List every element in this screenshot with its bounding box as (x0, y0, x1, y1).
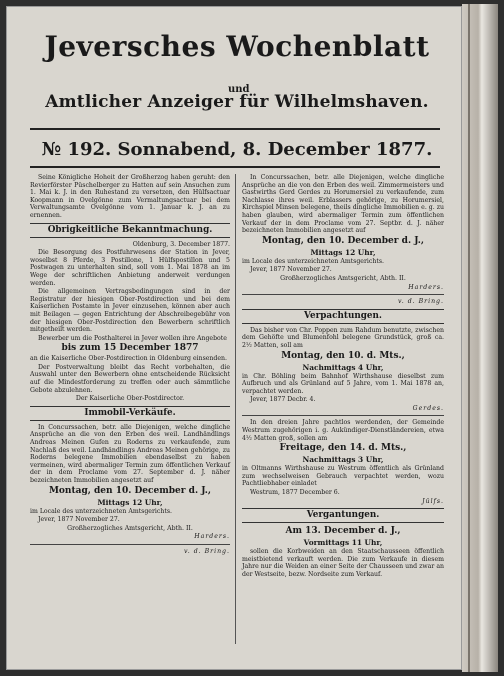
separator (242, 294, 444, 295)
termin-time: Nachmittags 3 Uhr, (302, 455, 384, 465)
paragraph: In den dreien Jahre pachtlos werdenden, der Gemeinde Westrum zugehörigen i. g. Aukündiger-Dienstländereien, etwa 4½ Matten groß, sollen am (242, 419, 444, 442)
dateline: Jever, 1877 Decbr. 4. (250, 396, 316, 404)
location: im Locale des unterzeichneten Amtsgerichts. (242, 257, 384, 265)
separator (30, 544, 230, 545)
masthead-rule (30, 128, 440, 130)
paragraph: In Concurssachen, betr. alle Diejenigen, welche dingliche Ansprüche an die von den Erben des weil. Zimmermeisters und Gastwirths Gerd Gerdes zu Horumersiel zu verkaufende, zum Nachlasse ihres weil. Erblassers gehörige, zu Horumersiel, Kirchspiel Minsen belegene, theils dingliche Immobilien e. g. zu haben glauben, wird abermaliger Termin zum öffentlichen Verkauf der in dem Proclame vom 27. Septbr. d. J. näher bezeichneten Immobilien angesetzt auf (242, 174, 444, 235)
signature: Harders. (408, 283, 444, 291)
dateline: Jever, 1877 November 27. (250, 266, 332, 274)
heading-verpachtungen: Verpachtungen. (242, 309, 444, 324)
court-name: Großherzogliches Amtsgericht, Abth. II. (67, 524, 193, 532)
notice-appointment: Seine Königliche Hoheit der Großherzog haben geruht: den Revierförster Püschelberger zu Hatten auf sein Ansuchen zum 1. Mai k. J. in den Ruhestand zu versetzen, den Hülfsactuar Koopmann in Ovelgönne zum Vermaltungsactuar bei dem Verwaltungsamte Ovelgönne vom 1. Januar k. J. an zu ernennen. (30, 174, 230, 219)
court-name: Großherzogliches Amtsgericht, Abth. II. (280, 274, 406, 282)
paragraph: Der Postverwaltung bleibt das Recht vorbehalten, die Auswahl unter den Bewerbern ohne entscheidende Rücksicht auf die Mindestforderung zu treffen oder auch sämmtliche Gebote abzulehnen. (30, 363, 230, 394)
paragraph: In Concurssachen, betr. alle Diejenigen, welche dingliche Ansprüche an die von den Erben des weil. Landhändlings Andreas Meinen Gufen zu Roderns zu verkaufende, zum Nachlaß des weil. Landhändlings Andreas Meinen gehörige, zu Roderns belegene Immobilien ebendaselbst zu haben vermeinen, wird abermaliger Termin zum öffentlichen Verkauf der in dem Proclame vom 27. September d. J. näher bezeichneten Immobilien angesetzt auf (30, 423, 230, 484)
masthead-subtitle: Amtlicher Anzeiger für Wilhelmshaven. (45, 92, 429, 112)
heading-immobil: Immobil-Verkäufe. (30, 406, 230, 421)
signature: Jülfs. (422, 497, 444, 505)
dateline: Westrum, 1877 December 6. (250, 489, 340, 497)
masthead-title: Jeversches Wochenblatt (44, 30, 430, 63)
paragraph: an die Kaiserliche Ober-Postdirection in Oldenburg einsenden. (30, 355, 227, 363)
termin-date: Freitage, den 14. d. Mts., (279, 443, 407, 454)
termin-time: Mittags 12 Uhr, (310, 247, 376, 257)
signature: Der Kaiserliche Ober-Postdirector. (75, 395, 185, 403)
paragraph: in Oltmanns Wirthshause zu Westrum öffentlich als Grünland zum wechselweisen Gebrauch verpachtet werden, wozu Pachtliebhaber einladet (242, 465, 444, 488)
termin-time: Nachmittags 4 Uhr, (302, 362, 384, 372)
paragraph: in Chr. Böhling beim Bahnhof Wirthshause dieselbst zum Aufbruch und als Grünland auf 5 Jahre, vom 1. Mai 1878 an, verpachtet werden. (242, 372, 444, 395)
termin-time: Vormittags 11 Uhr, (303, 538, 383, 548)
signature: v. d. Bring. (398, 298, 444, 306)
termin-date: Montag, den 10. December d. J., (261, 235, 425, 246)
termin-date: Am 13. December d. J., (285, 526, 401, 537)
dateline: Oldenburg, 3. December 1877. (132, 240, 230, 248)
signature: Gerdes. (412, 404, 444, 412)
masthead-und: und (228, 84, 250, 95)
heading-obrigkeitliche: Obrigkeitliche Bekanntmachung. (30, 223, 230, 238)
location: im Locale des unterzeichneten Amtsgerichts. (30, 507, 172, 515)
signature: Harders. (194, 533, 230, 541)
paragraph: Das bisher von Chr. Poppen zum Rahdum benutzte, zwischen dem Gehöfte und Blumenfohl belegene Grundstück, groß ca. 2½ Matten, soll am (242, 326, 444, 349)
dateline: Jever, 1877 November 27. (38, 516, 120, 524)
paragraph: sollen die Korbweiden an den Staatschausseen öffentlich meistbietend verkauft werden. Die zum Verkaufe in diesem Jahre nur die Weiden an einer Seite der Chausseen und zwar an der Westseite, bezw. Nordseite zum Verkauf. (242, 548, 444, 578)
issue-line: № 192. Sonnabend, 8. December 1877. (41, 139, 433, 160)
deadline: bis zum 15 December 1877 (61, 343, 199, 354)
termin-time: Mittags 12 Uhr, (97, 497, 163, 507)
newspaper-page (6, 6, 462, 670)
issue-rule (30, 166, 440, 168)
paragraph: Bewerber um die Posthalterei in Jever wollen ihre Angebote (38, 334, 227, 342)
termin-date: Montag, den 10. d. Mts., (281, 350, 405, 361)
paragraph: Die Besorgung des Postfuhrwesens der Station in Jever, woselbst 8 Pferde, 3 Postillone, 1 Hülfspostillon und 5 Postwagen zu unterhalten sind, soll vom 1. Mai 1878 an im Wege der schriftlichen Anbietung anderweit verdungen werden. (30, 249, 230, 287)
paragraph: Die allgemeinen Vertragsbedingungen sind in der Registratur der hiesigen Ober-Postdirection und bei dem Kaiserlichen Postamte in Jever einzusehen, können aber auch mit Beilagen — gegen Entrichtung der Abschreibegebühr von der hiesigen Ober-Postdirection den Bewerbern schriftlich mitgetheilt werden. (30, 288, 230, 334)
signature: v. d. Bring. (184, 547, 230, 555)
separator (242, 415, 444, 416)
left-column (30, 174, 230, 557)
book-edge (462, 4, 498, 672)
right-column (242, 174, 444, 580)
heading-vergantungen: Vergantungen. (242, 508, 444, 523)
column-divider (235, 174, 236, 644)
termin-date: Montag, den 10. December d. J., (48, 485, 212, 496)
